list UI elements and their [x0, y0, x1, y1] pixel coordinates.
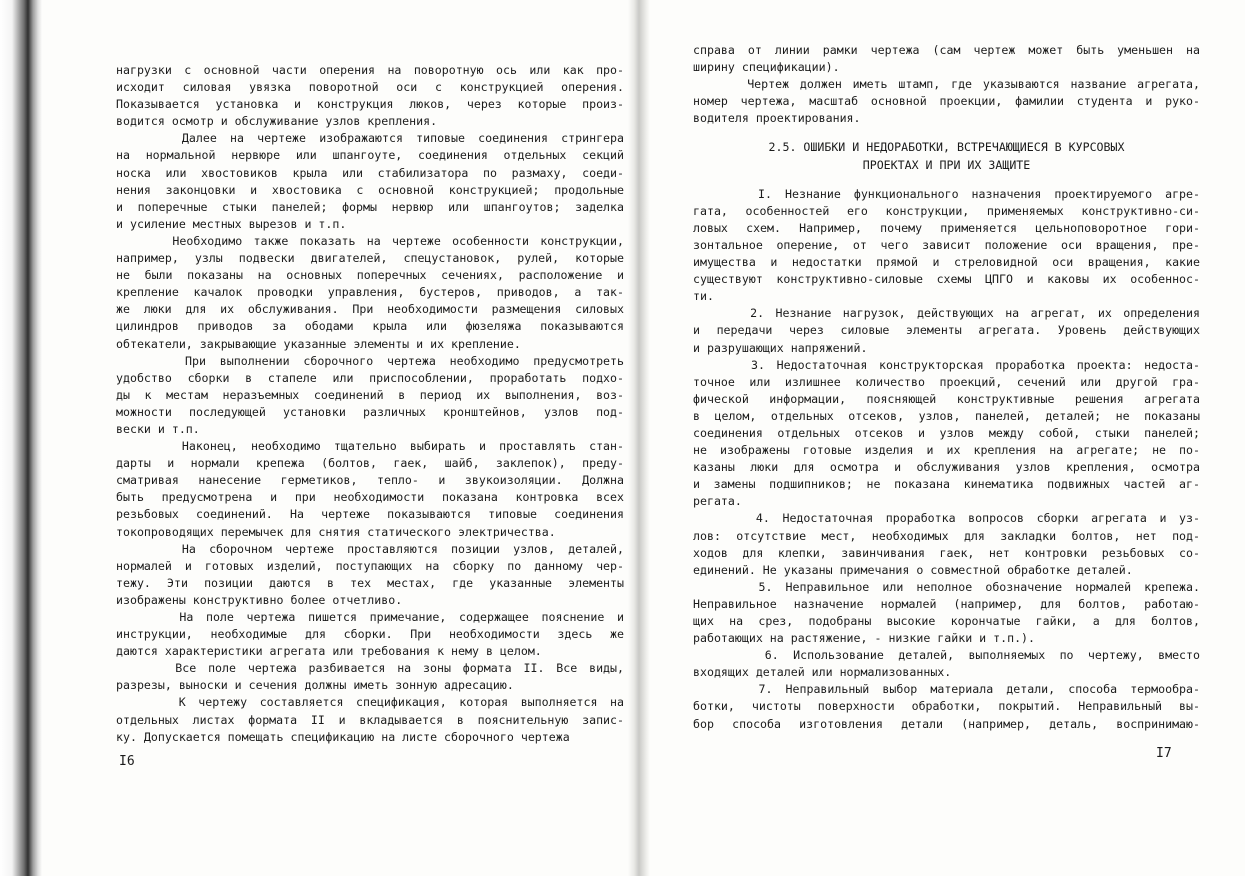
text-line: крепление качалок проводки управления, бустеров, приводов, а так- — [116, 285, 624, 300]
text-line: изображены конструктивно более отчетливо. — [116, 592, 403, 607]
text-line: Наконец, необходимо тщательно выбирать и проставлять стан- — [116, 439, 624, 454]
text-line: соединения отдельных отсеков и узлов между собой, стыки панелей; — [693, 425, 1200, 440]
text-line: фической информации, поясняющей конструктивные решения агрегата — [693, 391, 1200, 406]
text-line: На сборочном чертеже проставляются позиции узлов, деталей, — [116, 541, 624, 556]
text-line: бор способа изготовления детали (например, деталь, воспринимаю- — [693, 716, 1200, 731]
text-line: казаны люки для осмотра и обслуживания узлов крепления, осмотра — [693, 460, 1200, 475]
section-heading-line: ПРОЕКТАХ И ПРИ ИХ ЗАЩИТЕ — [862, 157, 1031, 172]
text-line: дарты и нормали крепежа (болтов, гаек, шайб, заклепок), преду- — [116, 456, 624, 471]
text-line: Далее на чертеже изображаются типовые соединения стрингера — [116, 131, 624, 146]
text-line: 4. Недостаточная проработка вопросов сборки агрегата и уз- — [693, 511, 1200, 526]
text-line: нагрузки с основной части оперения на поворотную ось или как про- — [116, 63, 624, 77]
text-line: При выполнении сборочного чертежа необходимо предусмотреть — [116, 353, 624, 368]
text-line: ды к местам неразъемных соединений в период их выполнения, воз- — [116, 387, 624, 402]
text-line: водителя проектирования. — [693, 111, 861, 126]
right-page — [650, 0, 1245, 876]
text-line: ти. — [693, 289, 714, 304]
text-line: удобство сборки в стапеле или приспособлении, проработать подхо- — [116, 370, 624, 385]
text-line: лов: отсутствие мест, необходимых для закладки болтов, нет под- — [693, 528, 1200, 543]
text-line: 7. Неправильный выбор материала детали, способа термообра- — [693, 682, 1200, 697]
text-line: входящих деталей или нормализованных. — [693, 665, 952, 680]
text-line: К чертежу составляется спецификация, которая выполняется на — [116, 695, 624, 710]
text-line: носка или хвостовиков крыла или стабилизатора по размаху, соеди- — [116, 165, 624, 180]
text-line: и усиление местных вырезов и т.п. — [116, 216, 347, 231]
text-line: 5. Неправильное или неполное обозначение нормалей крепежа. — [693, 579, 1200, 594]
text-line: ходов для клепки, завинчивания гаек, нет контровки резьбовых со- — [693, 545, 1200, 560]
text-line: не были показаны на основных поперечных сечениях, расположение и — [116, 268, 624, 283]
text-line: токопроводящих перемычек для снятия статического электричества. — [116, 524, 556, 539]
text-line: имущества и недостатки прямой и стреловидной оси вращения, какие — [693, 255, 1200, 270]
text-line: точное или излишнее количество проекций, сечений или другой гра- — [693, 374, 1200, 389]
text-line: в целом, отдельных отсеков, узлов, панелей, деталей; не показаны — [693, 408, 1200, 423]
text-line: ботки, чистоты поверхности обработки, покрытий. Неправильный вы- — [693, 699, 1200, 714]
left-page-text — [116, 62, 624, 746]
text-line: цилиндров приводов за ободами крыла или фюзеляжа показываются — [116, 319, 624, 334]
page-number: I7 — [1156, 746, 1172, 761]
text-line: сматривая нанесение герметиков, тепло- и звукоизоляции. Должна — [116, 473, 624, 488]
text-line: быть предусмотрена и при необходимости показана контровка всех — [116, 490, 624, 505]
text-line: резьбовых соединений. На чертеже показываются типовые соединения — [116, 507, 624, 522]
section-heading-line: 2.5. ОШИБКИ И НЕДОРАБОТКИ, ВСТРЕЧАЮЩИЕСЯ В КУРСОВЫХ — [768, 140, 1125, 155]
text-line: ку. Допускается помещать спецификацию на листе сборочного чертежа — [116, 729, 570, 744]
text-line: и разрушающих напряжений. — [693, 340, 868, 355]
text-line: и передачи через силовые элементы агрегата. Уровень действующих — [693, 323, 1200, 338]
text-line: справа от линии рамки чертежа (сам чертеж может быть уменьшен на — [693, 43, 1200, 57]
text-line: можности последующей установки различных кронштейнов, узлов под- — [116, 404, 624, 419]
text-line: разрезы, выноски и сечения должны иметь зонную адресацию. — [116, 678, 514, 693]
text-line: ширину спецификации). — [693, 60, 840, 75]
text-line: нормалей и готовых изделий, поступающих на сборку по данному чер- — [116, 558, 624, 573]
text-line: обтекатели, закрывающие указанные элементы и их крепление. — [116, 336, 521, 351]
text-line: регата. — [693, 494, 742, 509]
text-line: I. Незнание функционального назначения проектируемого агре- — [693, 186, 1200, 201]
left-page — [42, 0, 628, 876]
book-edge-shadow — [0, 0, 42, 876]
text-line: Необходимо также показать на чертеже особенности конструкции, — [116, 233, 624, 248]
spacer — [693, 174, 1200, 186]
right-page-text — [693, 42, 1200, 733]
text-line: же люки для их обслуживания. При необходимости размещения силовых — [116, 302, 624, 317]
text-line: зонтальное оперение, от чего зависит положение оси вращения, пре- — [693, 237, 1200, 252]
text-line: Неправильное назначение нормалей (например, для болтов, работаю- — [693, 596, 1200, 611]
text-line: даются характеристики агрегата или требования к нему в целом. — [116, 644, 542, 659]
book-gutter — [628, 0, 650, 876]
text-line: и замены подшипников; не показана кинематика подвижных частей аг- — [693, 477, 1200, 492]
text-line: На поле чертежа пишется примечание, содержащее пояснение и — [116, 610, 624, 624]
text-line: щих на срез, подобраны высокие корончатые гайки, а для болтов, — [693, 614, 1200, 628]
text-line: Чертеж должен иметь штамп, где указываются название агрегата, — [693, 77, 1200, 92]
text-line: 3. Недостаточная конструкторская проработка проекта: недоста- — [693, 357, 1200, 372]
text-line: 2. Незнание нагрузок, действующих на агрегат, их определения — [693, 306, 1200, 321]
text-line: ловых схем. Например, почему применяется цельноповоротное гори- — [693, 220, 1200, 235]
text-line: Показывается установка и конструкция люков, через которые произ- — [116, 97, 624, 112]
text-line: на нормальной нервюре или шпангоуте, соединения отдельных секций — [116, 148, 624, 163]
text-line: гата, особенностей его конструкции, применяемых конструктивно-си- — [693, 203, 1200, 218]
text-line: например, узлы подвески двигателей, спецустановок, рулей, которые — [116, 251, 624, 266]
text-line: не изображены готовые изделия и их крепления на агрегате; не по- — [693, 443, 1200, 458]
text-line: единений. Не указаны примечания о совместной обработке деталей. — [693, 562, 1133, 577]
spacer — [693, 127, 1200, 139]
text-line: вески и т.п. — [116, 421, 200, 436]
text-line: отдельных листах формата II и вкладывается в пояснительную запис- — [116, 712, 624, 727]
text-line: существуют конструктивно-силовые схемы ЦПГО и каковы их особеннос- — [693, 272, 1200, 287]
text-line: тежу. Эти позиции даются в тех местах, где указанные элементы — [116, 575, 624, 590]
text-line: 6. Использование деталей, выполняемых по чертежу, вместо — [693, 648, 1200, 663]
text-line: работающих на растяжение, - низкие гайки и т.п.). — [693, 631, 1036, 646]
page-number: I6 — [119, 754, 135, 769]
text-line: Все поле чертежа разбивается на зоны формата II. Все виды, — [116, 661, 624, 676]
text-line: исходит силовая увязка поворотной оси с конструкцией оперения. — [116, 80, 624, 95]
text-line: и поперечные стыки панелей; формы нервюр или шпангоутов; заделка — [116, 199, 624, 214]
text-line: водится осмотр и обслуживание узлов крепления. — [116, 114, 438, 129]
text-line: номер чертежа, масштаб основной проекции, фамилии студента и руко- — [693, 94, 1200, 109]
text-line: инструкции, необходимые для сборки. При необходимости здесь же — [116, 627, 624, 642]
text-line: нения законцовки и хвостовика с основной конструкцией; продольные — [116, 182, 624, 197]
